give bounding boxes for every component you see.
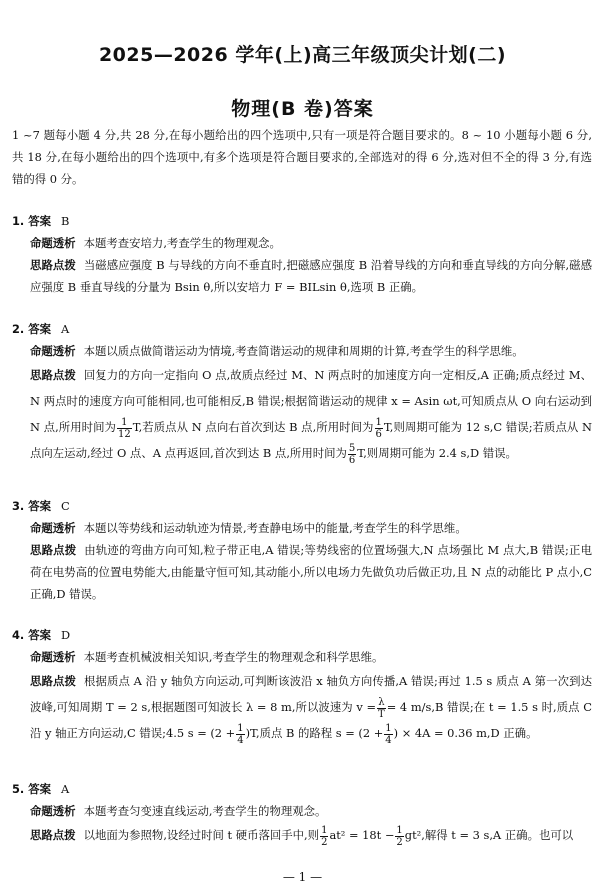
hint-text: T,则周期可能为 12 s,C 错误;若质点从 N 点向左运动,经过 O 点、A 点再返回,首次到达 B 点,所用时间为 <box>30 420 592 460</box>
analysis-label: 命题透析 <box>30 804 76 818</box>
page-number: — 1 — <box>282 870 323 884</box>
hint-label: 思路点拨 <box>30 368 76 382</box>
fraction: $\frac{1}{12}$ <box>117 416 131 440</box>
hint-text: )T,质点 B 的路程 s = (2 + <box>245 726 384 740</box>
answer-heading: 1. 答案 B <box>12 214 70 228</box>
hint-row <box>30 539 592 605</box>
hint-label: 思路点拨 <box>30 258 76 272</box>
hint-text: 由轨迹的弯曲方向可知,粒子带正电,A 错误;等势线密的位置场强大,N 点场强比 M 点大,B 错误;正电荷在电势高的位置电势能大,由能量守恒可知,其动能小,所以电场力先做负功后做正功,且 N 点的动能比 P 点小,C 正确,D 错误。 <box>30 543 592 601</box>
analysis-text: 本题考查安培力,考查学生的物理观念。 <box>83 236 281 250</box>
exam-title: 2025—2026 学年(上)高三年级顶尖计划(二) <box>98 44 507 66</box>
hint-row <box>30 822 592 848</box>
analysis-label: 命题透析 <box>30 236 76 250</box>
fraction: $\frac{\lambda}{T}$ <box>378 696 385 720</box>
answer-title: 物理(B 卷)答案 <box>231 98 374 120</box>
analysis-text: 本题考查匀变速直线运动,考查学生的物理观念。 <box>83 804 327 818</box>
fraction: $\frac{1}{4}$ <box>237 722 244 746</box>
analysis-row <box>30 646 592 668</box>
hint-text: T,若质点从 N 点向右首次到达 B 点,所用时间为 <box>132 420 374 434</box>
fraction: $\frac{1}{2}$ <box>396 824 403 848</box>
analysis-row <box>30 340 592 362</box>
answer-key: C <box>61 499 70 513</box>
hint-text: 根据质点 A 沿 y 轴负方向运动,可判断该波沿 x 轴负方向传播,A 错误;再过 1.5 s 质点 A 第一次到达波峰,可知周期 T = 2 s,根据题图可知波长 λ = 8 m,所以波速为 v = <box>30 674 592 714</box>
question-4 <box>12 624 592 746</box>
question-3 <box>12 495 592 605</box>
hint-row <box>30 668 592 746</box>
hint-text: at² = 18t − <box>329 828 395 842</box>
question-5 <box>12 778 592 848</box>
hint-row <box>30 254 592 298</box>
hint-label: 思路点拨 <box>30 543 77 557</box>
answer-heading: 4. 答案 D <box>12 628 71 642</box>
fraction: $\frac{1}{2}$ <box>321 824 328 848</box>
answer-heading: 3. 答案 C <box>12 499 70 513</box>
analysis-text: 本题考查机械波相关知识,考查学生的物理观念和科学思维。 <box>83 650 384 664</box>
hint-text: = 4 m/s,B 错误;在 t = 1.5 s 时,质点 C 沿 y 轴正方向运动,C 错误;4.5 s = (2 + <box>30 700 592 740</box>
hint-text: 回复力的方向一定指向 O 点,故质点经过 M、N 两点时的加速度方向一定相反,A 正确;质点经过 M、N 两点时的速度方向可能相同,也可能相反,B 错误;根据简谐运动的规律 x = Asin ωt,可知质点从 O 向右运动到 N 点,所用时间为 <box>30 368 592 434</box>
answer-heading: 5. 答案 A <box>12 782 70 796</box>
hint-label: 思路点拨 <box>30 674 76 688</box>
question-1 <box>12 210 592 298</box>
hint-text: T,则周期可能为 2.4 s,D 错误。 <box>357 446 517 460</box>
answer-key: A <box>61 322 70 336</box>
analysis-text: 本题以等势线和运动轨迹为情景,考查静电场中的能量,考查学生的科学思维。 <box>83 521 467 535</box>
answer-heading: 2. 答案 A <box>12 322 70 336</box>
analysis-text: 本题以质点做简谐运动为情境,考查简谐运动的规律和周期的计算,考查学生的科学思维。 <box>83 344 524 358</box>
hint-text: ) × 4A = 0.36 m,D 正确。 <box>393 726 538 740</box>
hint-row <box>30 362 592 466</box>
hint-text: gt²,解得 t = 3 s,A 正确。也可以 <box>404 828 574 842</box>
scoring-instructions: 1 ~7 题每小题 4 分,共 28 分,在每小题给出的四个选项中,只有一项是符合题目要求的。8 ~ 10 小题每小题 6 分,共 18 分,在每小题给出的四个选项中,有多个选项是符合题目要求的,全部选对的得 6 分,选对但不全的得 3 分,有选错的得 0 分。 <box>12 128 592 186</box>
analysis-row <box>30 517 592 539</box>
answer-key: A <box>61 782 70 796</box>
fraction: $\frac{1}{6}$ <box>375 416 382 440</box>
hint-text: 当磁感应强度 B 与导线的方向不垂直时,把磁感应强度 B 沿着导线的方向和垂直导线的方向分解,磁感应强度 B 垂直导线的分量为 Bsin θ,所以安培力 F = BILsin θ,选项 B 正确。 <box>30 258 592 294</box>
hint-text: 以地面为参照物,设经过时间 t 硬币落回手中,则 <box>83 828 320 842</box>
question-2 <box>12 318 592 466</box>
analysis-row <box>30 232 592 254</box>
analysis-row <box>30 800 592 822</box>
fraction: $\frac{1}{4}$ <box>385 722 392 746</box>
hint-label: 思路点拨 <box>30 828 76 842</box>
analysis-label: 命题透析 <box>30 521 76 535</box>
analysis-label: 命题透析 <box>30 344 76 358</box>
analysis-label: 命题透析 <box>30 650 76 664</box>
answer-key: D <box>61 628 71 642</box>
answer-key: B <box>61 214 70 228</box>
fraction: $\frac{5}{6}$ <box>348 442 356 466</box>
